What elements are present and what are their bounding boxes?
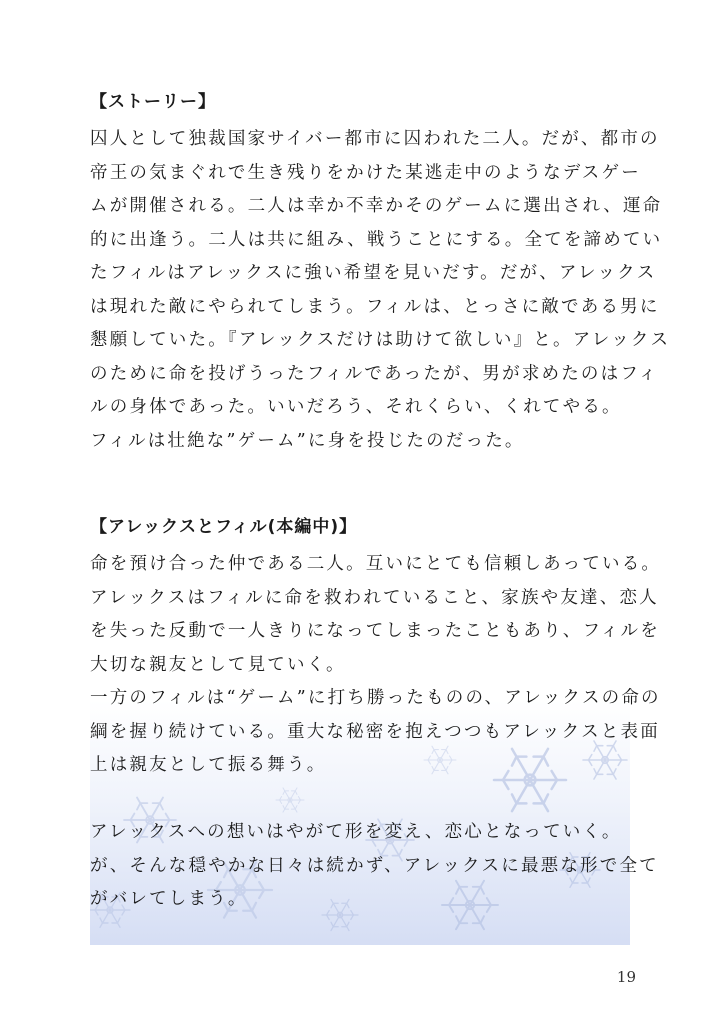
story-heading: 【ストーリー】 <box>90 92 216 112</box>
blank-line <box>90 783 650 817</box>
story-line: ムが開催される。二人は幸か不幸かそのゲームに選出され、運命 <box>90 196 663 216</box>
relationship-line: 大切な親友として見ていく。 <box>90 654 346 675</box>
relationship-line: を失った反動で一人きりになってしまったこともあり、フィルを <box>90 621 660 641</box>
relationship-line: アレックスへの想いはやがて形を変え、恋心となっていく。 <box>90 822 622 842</box>
relationship-line: 上は親友として振る舞う。 <box>90 755 327 775</box>
relationship-line: 命を預け合った仲である二人。互いにとても信頼しあっている。 <box>90 554 662 574</box>
story-line: は現れた敵にやられてしまう。フィルは、とっさに敵である男に <box>90 296 660 317</box>
story-line: のために命を投げうったフィルであったが、男が求めたのはフィ <box>90 363 659 384</box>
relationship-line: が、そんな穏やかな日々は続かず、アレックスに最悪な形で全て <box>90 855 659 876</box>
story-line: フィルは壮絶な”ゲーム”に身を投じたのだった。 <box>90 430 525 451</box>
relationship-line: がバレてしまう。 <box>90 889 248 909</box>
relationship-line: 綱を握り続けている。重大な秘密を抱えつつもアレックスと表面 <box>90 721 660 742</box>
relationship-section <box>90 510 662 917</box>
story-section <box>90 85 671 458</box>
story-line: 懇願していた。『アレックスだけは助けて欲しい』と。アレックス <box>90 330 671 350</box>
story-line: 囚人として独裁国家サイバー都市に囚われた二人。だが、都市の <box>90 129 660 149</box>
page-number: 19 <box>616 968 636 986</box>
story-line: 帝王の気まぐれで生き残りをかけた某逃走中のようなデスゲー <box>90 162 641 183</box>
relationship-heading: 【アレックスとフィル(本編中)】 <box>90 517 358 537</box>
story-line: 的に出逢う。二人は共に組み、戦うことにする。全てを諦めてい <box>90 229 663 250</box>
relationship-line: アレックスはフィルに命を救われていること、家族や友達、恋人 <box>90 587 659 608</box>
story-line: たフィルはアレックスに強い希望を見いだす。だが、アレックス <box>90 263 657 283</box>
story-line: ルの身体であった。いいだろう、それくらい、くれてやる。 <box>90 397 622 417</box>
relationship-line: 一方のフィルは“ゲーム”に打ち勝ったものの、アレックスの命の <box>90 688 661 708</box>
